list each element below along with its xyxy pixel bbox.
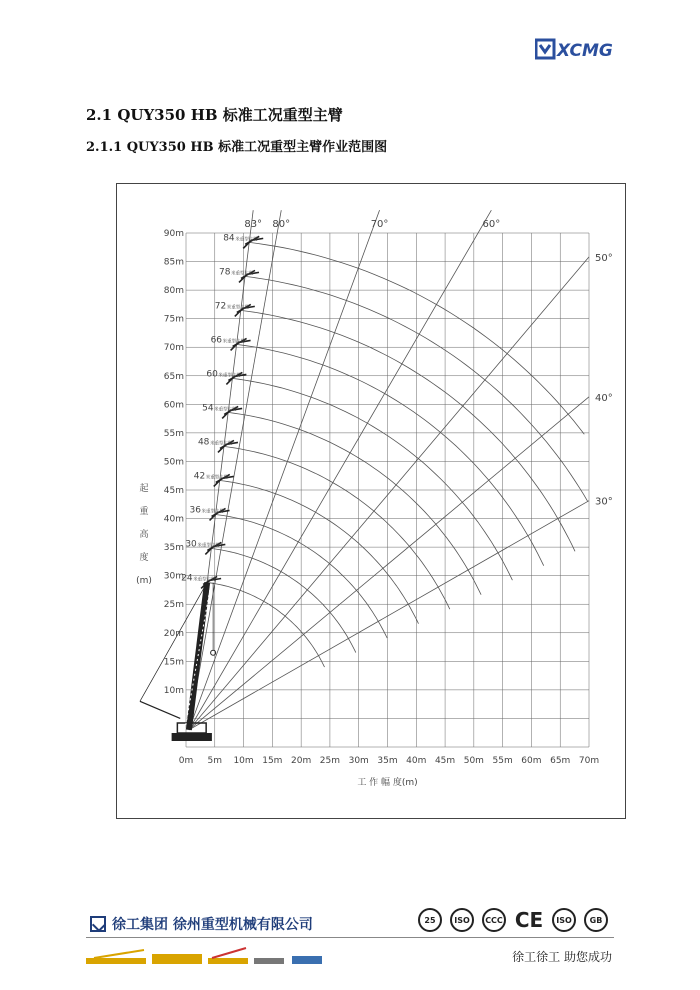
boom-length-label: 24	[181, 573, 193, 584]
boom-arc	[211, 549, 355, 653]
x-axis-label: 工 作 幅 度(m)	[357, 778, 418, 788]
y-tick-label: 45m	[163, 486, 184, 496]
boom-length-suffix: 米重型主臂	[226, 305, 250, 311]
x-tick-label: 15m	[262, 756, 283, 766]
angle-ray	[189, 210, 380, 730]
machine-lineup-icon	[86, 946, 326, 970]
y-tick-label: 75m	[163, 314, 184, 325]
y-tick-label: 10m	[163, 685, 184, 696]
boom-arc	[232, 378, 512, 580]
angle-rays	[189, 210, 589, 730]
boom-arc	[224, 446, 450, 609]
y-axis-label	[136, 482, 152, 586]
boom-length-suffix: 米重型主臂	[193, 577, 216, 583]
y-tick-label: 55m	[163, 428, 184, 439]
angle-label: 60°	[482, 219, 501, 230]
x-tick-label: 55m	[492, 756, 513, 766]
subsection-title: 2.1.1 QUY350 HB 标准工况重型主臂作业范围图	[86, 140, 388, 155]
crane-boom	[189, 582, 207, 729]
boom-length-label: 42	[193, 471, 206, 482]
y-tick-label: 30m	[163, 571, 184, 582]
angle-label: 83°	[244, 219, 263, 230]
angle-label: 70°	[370, 219, 389, 230]
angle-ray	[189, 257, 589, 730]
x-tick-label: 25m	[319, 756, 341, 766]
certification-icons	[418, 908, 608, 932]
x-tick-label: 70m	[578, 756, 600, 766]
cert-gb-icon: GB	[584, 908, 608, 932]
boom-arc	[228, 412, 481, 594]
y-tick-label: 35m	[163, 543, 184, 554]
y-axis-label-char: 高	[139, 530, 149, 540]
y-tick-label: 90m	[163, 229, 184, 239]
angle-ray	[189, 397, 589, 730]
x-tick-label: 5m	[207, 756, 223, 766]
y-axis-label-char: (m)	[136, 576, 152, 586]
section-title: 2.1 QUY350 HB 标准工况重型主臂	[86, 106, 343, 124]
boom-length-suffix: 米重型主臂	[222, 339, 246, 345]
xcmg-logo	[535, 38, 635, 60]
angle-label: 50°	[595, 252, 613, 264]
y-tick-label: 15m	[163, 657, 184, 668]
footer-divider	[86, 937, 614, 938]
slogan: 徐工徐工 助您成功	[512, 950, 612, 964]
boom-length-suffix: 米重型主臂	[231, 271, 254, 277]
x-tick-label: 30m	[348, 756, 369, 766]
crane-mast	[140, 701, 180, 718]
boom-length-label: 54	[202, 403, 214, 414]
y-tick-label: 40m	[163, 514, 184, 525]
y-tick-label: 50m	[163, 457, 184, 468]
y-axis-label-char: 起	[139, 484, 149, 494]
cert-iso2-icon: ISO	[552, 908, 576, 932]
x-tick-label: 50m	[463, 756, 484, 766]
cert-ce-icon: CE	[514, 908, 544, 932]
boom-length-suffix: 米重型主臂	[235, 237, 258, 243]
y-axis-label-char: 度	[139, 553, 149, 563]
boom-length-label: 84	[223, 233, 235, 244]
x-tick-labels	[179, 756, 599, 766]
x-tick-label: 65m	[550, 756, 571, 766]
x-tick-label: 45m	[434, 756, 456, 766]
boom-length-suffix: 米重型主臂	[209, 441, 233, 447]
boom-length-label: 66	[210, 335, 223, 346]
x-tick-label: 60m	[521, 756, 542, 766]
boom-length-suffix: 米重型主臂	[197, 543, 220, 549]
cert-iso-icon: ISO	[450, 908, 474, 932]
working-range-chart	[116, 183, 626, 819]
angle-ray	[189, 501, 589, 730]
boom-arc	[241, 310, 575, 551]
x-tick-label: 35m	[377, 756, 398, 766]
y-tick-label: 70m	[163, 343, 184, 354]
boom-arc	[237, 344, 544, 565]
logo-text: XCMG	[557, 41, 613, 60]
company-name	[90, 914, 313, 934]
x-tick-label: 10m	[233, 756, 254, 766]
angle-label: 40°	[595, 392, 613, 404]
cert-ccc-icon: CCC	[482, 908, 506, 932]
y-axis-label-char: 重	[139, 507, 149, 517]
crane-track	[172, 733, 212, 741]
y-tick-label: 25m	[163, 600, 184, 611]
cert-25-icon: 25	[418, 908, 442, 932]
boom-arc	[220, 481, 419, 624]
angle-ray	[189, 210, 281, 730]
company-text: 徐工集团 徐州重型机械有限公司	[112, 917, 313, 933]
y-tick-labels	[164, 229, 184, 696]
angle-label: 80°	[272, 219, 291, 230]
y-tick-label: 85m	[163, 257, 184, 268]
company-mark-icon	[90, 916, 106, 932]
y-tick-label: 60m	[163, 400, 184, 411]
boom-length-suffix: 米重型主臂	[218, 373, 241, 379]
boom-length-suffix: 米重型主臂	[205, 475, 229, 481]
x-tick-label: 20m	[291, 756, 312, 766]
angle-ray	[189, 210, 491, 730]
boom-length-label: 60	[206, 369, 218, 380]
boom-length-suffix: 米重型主臂	[201, 509, 225, 515]
boom-length-label: 36	[189, 505, 201, 516]
x-tick-label: 40m	[406, 756, 427, 766]
boom-length-label: 72	[214, 301, 227, 312]
y-tick-label: 20m	[163, 628, 184, 639]
boom-length-label: 30	[185, 539, 197, 550]
angle-labels	[244, 219, 612, 508]
y-tick-label: 80m	[163, 286, 184, 297]
boom-arc	[207, 583, 324, 668]
y-tick-label: 65m	[163, 371, 184, 382]
angle-label: 30°	[595, 496, 613, 508]
boom-length-suffix: 米重型主臂	[214, 407, 237, 413]
boom-length-label: 78	[219, 267, 231, 278]
x-tick-label: 0m	[178, 756, 194, 766]
boom-length-label: 48	[197, 437, 210, 448]
boom-length-labels	[181, 233, 258, 583]
